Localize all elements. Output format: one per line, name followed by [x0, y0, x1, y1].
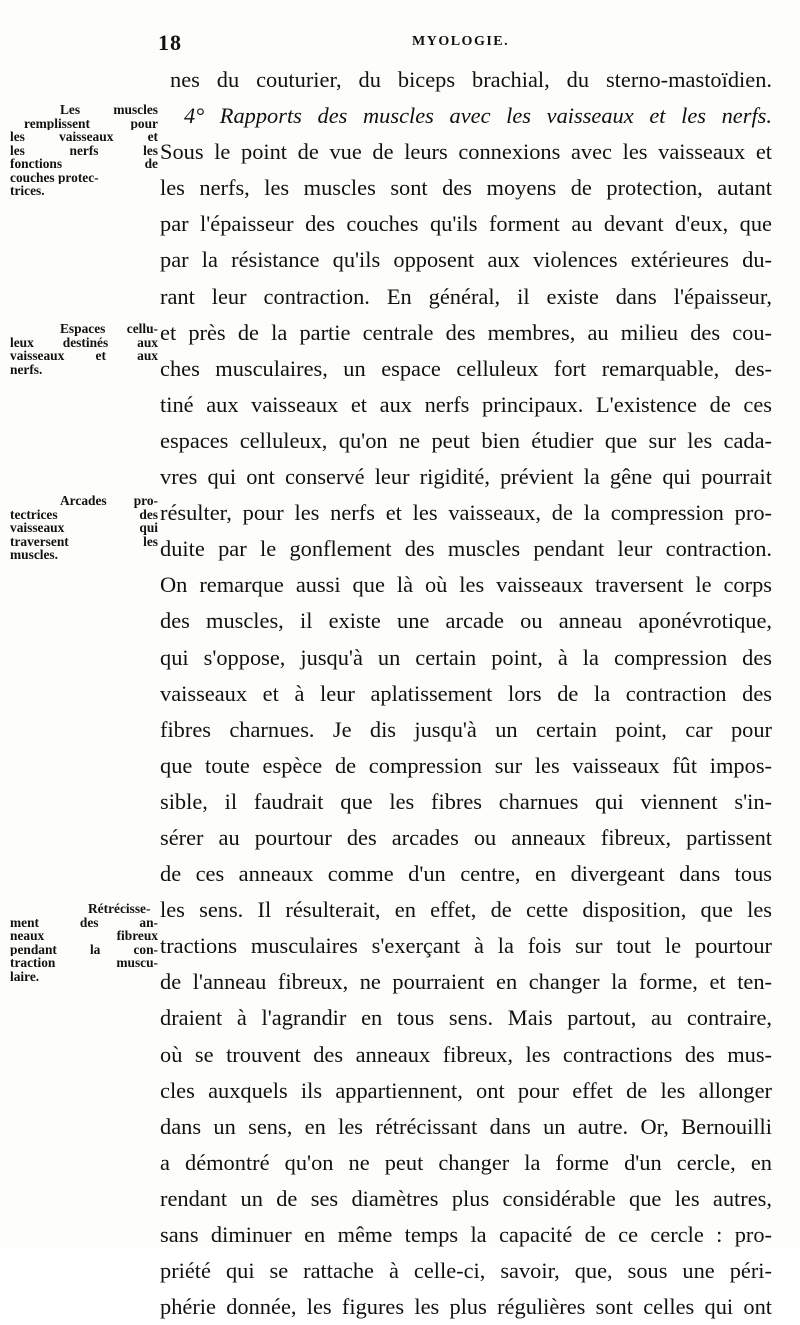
text-line: par l'épaisseur des couches qu'ils forment au devant d'eux, que [160, 211, 772, 237]
body-text [160, 62, 772, 1325]
text-line: rendant un de ses diamètres plus considérable que les autres, [160, 1185, 772, 1211]
text-line: nes du couturier, du biceps brachial, du sterno-mastoïdien. [170, 67, 772, 92]
side-note-line: tectrices des [10, 507, 158, 521]
side-note-line: fonctions de [10, 157, 158, 171]
text-line: vres qui ont conservé leur rigidité, prévient la gêne qui pourrait [160, 464, 772, 490]
side-note-line: vaisseaux qui [10, 521, 158, 535]
text-line: les sens. Il résulterait, en effet, de cette disposition, que les [160, 897, 772, 923]
text-line: a démontré qu'on ne peut changer la forme d'un cercle, en [160, 1149, 772, 1175]
side-note-line: Les muscles [60, 103, 158, 117]
side-note-line: Rétrécisse- [88, 902, 151, 916]
side-note-line: nerfs. [10, 362, 43, 376]
text-line: duite par le gonflement des muscles pendant leur contraction. [160, 536, 772, 562]
side-note-cellular-spaces [10, 322, 158, 376]
side-note-line: laire. [10, 969, 40, 983]
text-line: vaisseaux et à leur aplatissement lors de la contraction des [160, 680, 772, 706]
section-heading: 4° Rapports des muscles avec les vaisseaux et les nerfs. [184, 103, 772, 129]
running-head: MYOLOGIE. [412, 34, 510, 49]
text-line: de l'anneau fibreux, ne pourraient en changer la forme, et ten- [160, 969, 772, 995]
side-note-line: couches protec- [10, 170, 99, 184]
side-note-line: neaux fibreux [10, 929, 158, 943]
page-number: 18 [158, 30, 182, 55]
side-note-line: leux destinés aux [10, 335, 158, 349]
side-note-muscles-protection [10, 103, 158, 198]
text-line: rant leur contraction. En général, il existe dans l'épaisseur, [160, 283, 772, 309]
text-line: On remarque aussi que là où les vaisseaux traversent le corps [160, 572, 772, 598]
side-note-line: ment des an- [10, 915, 158, 929]
side-note-line: trices. [10, 184, 45, 198]
text-line: ches musculaires, un espace celluleux fort remarquable, des- [160, 355, 772, 381]
text-line: où se trouvent des anneaux fibreux, les contractions des mus- [160, 1041, 772, 1067]
text-line: tiné aux vaisseaux et aux nerfs principaux. L'existence de ces [160, 391, 772, 417]
text-line: sérer au pourtour des arcades ou anneaux fibreux, partissent [160, 824, 772, 850]
text-line: phérie donnée, les figures les plus régulières sont celles qui ont [160, 1294, 772, 1320]
text-line: par la résistance qu'ils opposent aux violences extérieures du- [160, 247, 772, 273]
text-line: priété qui se rattache à celle-ci, savoir, que, sous une péri- [160, 1258, 772, 1284]
side-note-line: traction muscu- [10, 956, 158, 970]
side-note-line: muscles. [10, 548, 58, 562]
text-line: cles auxquels ils appartiennent, ont pour effet de les allonger [160, 1077, 772, 1103]
side-note-line: remplissent pour [24, 116, 158, 130]
text-line: espaces celluleux, qu'on ne peut bien étudier que sur les cada- [160, 427, 772, 453]
text-line: de ces anneaux comme d'un centre, en divergeant dans tous [160, 861, 772, 887]
side-note-line: vaisseaux et aux [10, 349, 158, 363]
text-line: résulter, pour les nerfs et les vaisseaux, de la compression pro- [160, 500, 772, 526]
text-line: que toute espèce de compression sur les vaisseaux fût impos- [160, 752, 772, 778]
text-line: sans diminuer en même temps la capacité de ce cercle : pro- [160, 1222, 772, 1247]
text-line: fibres charnues. Je dis jusqu'à un certain point, car pour [160, 716, 772, 742]
text-line: et près de la partie centrale des membres, au milieu des cou- [160, 319, 772, 345]
side-note-line: traversent les [10, 534, 158, 548]
text-line: Sous le point de vue de leurs connexions avec les vaisseaux et [160, 139, 772, 165]
text-line: les nerfs, les muscles sont des moyens de protection, autant [160, 175, 772, 201]
text-line: sible, il faudrait que les fibres charnues qui viennent s'in- [160, 788, 772, 814]
side-note-ring-narrowing [10, 902, 158, 983]
side-note-line: les vaisseaux et [10, 130, 158, 144]
side-note-protective-arcades [10, 494, 158, 562]
side-note-line: Espaces cellu- [60, 322, 158, 336]
side-note-line: pendant la con- [10, 942, 158, 956]
text-line: tractions musculaires s'exerçant à la fois sur tout le pourtour [160, 933, 772, 959]
side-note-line: Arcades pro- [60, 494, 158, 508]
side-note-line: les nerfs les [10, 143, 158, 157]
text-line: draient à l'agrandir en tous sens. Mais partout, au contraire, [160, 1005, 772, 1031]
text-line: dans un sens, en les rétrécissant dans un autre. Or, Bernouilli [160, 1113, 772, 1139]
text-line: qui s'oppose, jusqu'à un certain point, à la compression des [160, 644, 772, 670]
text-line: des muscles, il existe une arcade ou anneau aponévrotique, [160, 608, 772, 634]
